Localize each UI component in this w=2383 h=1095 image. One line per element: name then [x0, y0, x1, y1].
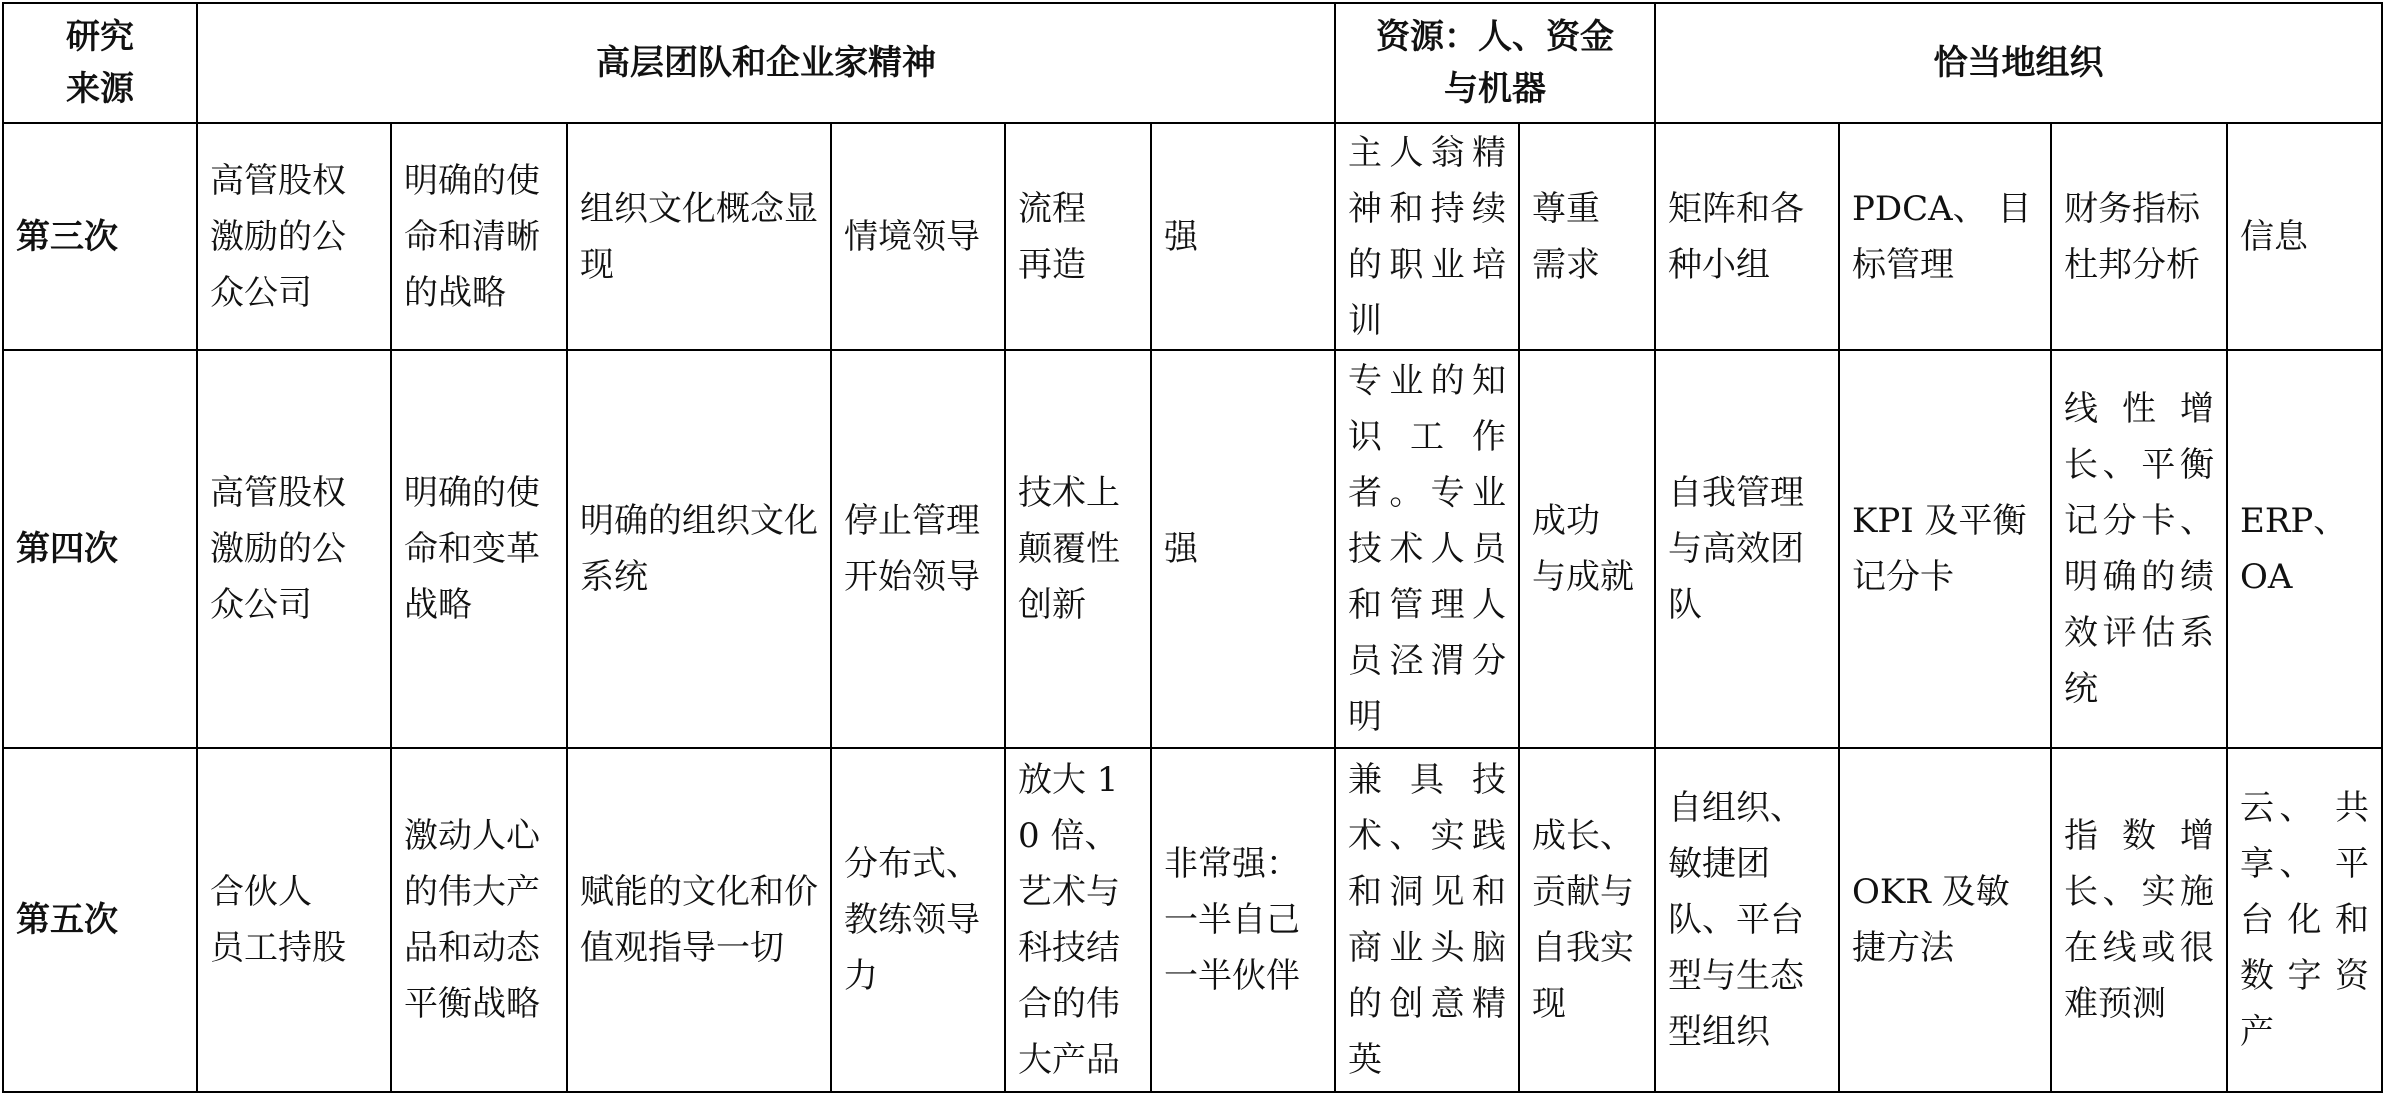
- table-cell: 成功 与成就: [1519, 350, 1655, 748]
- table-cell: 组织文化概念显现: [567, 123, 831, 350]
- table-cell: 激动人心的伟大产品和动态平衡战略: [391, 748, 567, 1092]
- table-cell: 强: [1151, 350, 1335, 748]
- table-row: [3, 123, 2382, 350]
- table-cell: 高管股权激励的公众公司: [197, 350, 391, 748]
- table-row: [3, 350, 2382, 748]
- table-cell: 赋能的文化和价值观指导一切: [567, 748, 831, 1092]
- table-cell: 强: [1151, 123, 1335, 350]
- comparison-table: [2, 2, 2383, 1093]
- header-resources: 资源：人、资金 与机器: [1335, 3, 1655, 123]
- header-leadership: 高层团队和企业家精神: [197, 3, 1335, 123]
- table-cell: 明确的组织文化系统: [567, 350, 831, 748]
- table-row: [3, 748, 2382, 1092]
- table-cell: 兼 具 技术、实践和洞见和商业头脑的创意精英: [1335, 748, 1519, 1092]
- table-cell: 技术上颠覆性创新: [1005, 350, 1151, 748]
- table-cell: OKR 及敏捷方法: [1839, 748, 2051, 1092]
- row-label: 第五次: [3, 748, 197, 1092]
- table-cell: 情境领导: [831, 123, 1005, 350]
- table-cell: 矩阵和各种小组: [1655, 123, 1839, 350]
- table-cell: 指 数 增长、实施在线或很难预测: [2051, 748, 2227, 1092]
- table-cell: 自组织、敏捷团队、平台型与生态型组织: [1655, 748, 1839, 1092]
- table-cell: 云、 共享、 平台化和数字资产: [2227, 748, 2382, 1092]
- row-label: 第四次: [3, 350, 197, 748]
- table-cell: 专业的知识 工 作者。专业技术人员和管理人员泾渭分明: [1335, 350, 1519, 748]
- table-cell: 非常强：一半自己一半伙伴: [1151, 748, 1335, 1092]
- header-source: 研究 来源: [3, 3, 197, 123]
- table-cell: 信息: [2227, 123, 2382, 350]
- table-cell: 主人翁精神和持续的职业培训: [1335, 123, 1519, 350]
- table-cell: 线 性 增长、平衡记分卡、明确的绩效评估系统: [2051, 350, 2227, 748]
- table-cell: 流程 再造: [1005, 123, 1151, 350]
- table-cell: 成长、贡献与自我实现: [1519, 748, 1655, 1092]
- header-organization: 恰当地组织: [1655, 3, 2382, 123]
- table-cell: 尊重 需求: [1519, 123, 1655, 350]
- table-cell: 停止管理开始领导: [831, 350, 1005, 748]
- header-row: [3, 3, 2382, 123]
- table-cell: 自我管理与高效团队: [1655, 350, 1839, 748]
- table-cell: 明确的使命和清晰的战略: [391, 123, 567, 350]
- table-cell: 明确的使命和变革战略: [391, 350, 567, 748]
- row-label: 第三次: [3, 123, 197, 350]
- table-cell: KPI 及平衡记分卡: [1839, 350, 2051, 748]
- table-cell: 合伙人 员工持股: [197, 748, 391, 1092]
- table-cell: PDCA、 目标管理: [1839, 123, 2051, 350]
- table-cell: 财务指标杜邦分析: [2051, 123, 2227, 350]
- table-cell: 放大 10 倍、艺术与科技结合的伟大产品: [1005, 748, 1151, 1092]
- table-cell: ERP、OA: [2227, 350, 2382, 748]
- table-cell: 高管股权激励的公众公司: [197, 123, 391, 350]
- table-cell: 分布式、教练领导力: [831, 748, 1005, 1092]
